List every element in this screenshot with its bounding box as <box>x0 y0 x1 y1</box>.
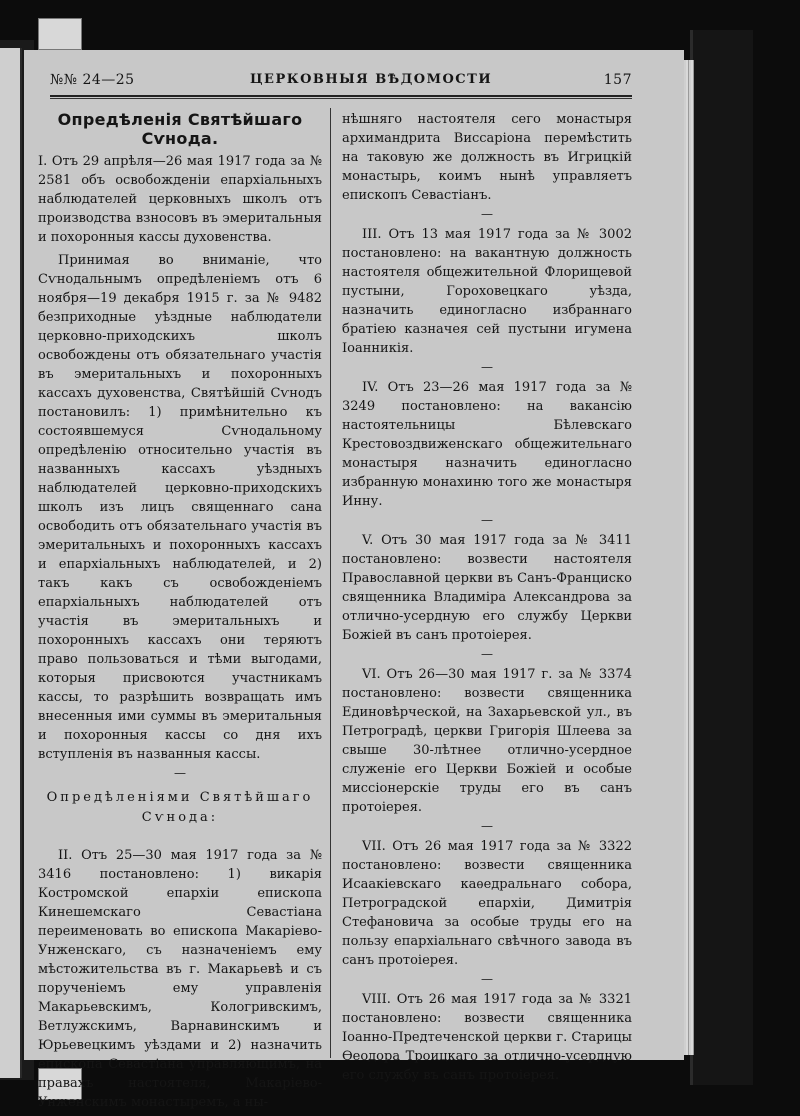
right-column <box>342 110 632 1089</box>
book-cover-right <box>690 30 753 1085</box>
page-number: 157 <box>603 72 632 88</box>
decree-2-continued: нѣшняго настоятеля сего монастыря архимандрита Виссаріона перемѣстить на таковую же должность въ Игрицкій монастырь, коимъ нынѣ управляетъ епископъ Севастіанъ. <box>342 112 632 203</box>
separator-dash: — <box>481 360 493 374</box>
decree-1-title: I. Отъ 29 апрѣля—26 мая 1917 года за № 2581 объ освобожденіи епархіальныхъ наблюдателей церковныхъ школъ отъ производства взносовъ въ эмеритальныя и похоронныя кассы духовенства. <box>38 154 322 245</box>
separator-dash: — <box>481 207 493 221</box>
left-column <box>38 110 322 1116</box>
decree-5: V. Отъ 30 мая 1917 года за № 3411 постановлено: возвести настоятеля Православной церкви въ Санъ-Франциско священника Владиміра Александрова за отлично-усердную его службу Церкви Божіей въ санъ протоіерея. <box>342 533 632 643</box>
scan-clip-top <box>38 18 82 50</box>
separator-dash: — <box>481 972 493 986</box>
column-divider <box>330 108 331 1058</box>
decree-3: III. Отъ 13 мая 1917 года за № 3002 постановлено: на вакантную должность настоятеля общежительной Флорищевой пустыни, Гороховецкаго уѣзда, назначить единогласно избраннаго братіею казначея сей пустыни игумена Іоанникія. <box>342 227 632 356</box>
running-header <box>50 70 632 98</box>
decree-6: VI. Отъ 26—30 мая 1917 г. за № 3374 постановлено: возвести священника Единовѣрческой, на Захарьевской ул., въ Петроградѣ, церкви Григорія Шлеева за свыше 30-лѣтнее отлично-усердное служеніе его Церкви Божіей и особые миссіонерскіе труды его въ санъ протоіерея. <box>342 667 632 815</box>
previous-page-edge <box>0 48 22 1078</box>
subsection-heading: Опредѣленіями Святѣйшаго Сѵнода: <box>46 790 314 825</box>
separator-dash: — <box>481 819 493 833</box>
section-heading: Опредѣленія Святѣйшаго Сѵнода. <box>57 110 303 148</box>
decree-1-body: Принимая во вниманіе, что Сѵнодальнымъ опредѣленіемъ отъ 6 ноября—19 декабря 1915 г. за № 9482 безприходные уѣздные наблюдатели церковно-приходскихъ школъ освобождены отъ обязательнаго участія въ эмеритальныхъ и похоронныхъ кассахъ духовенства, Святѣйшій Сѵнодъ постановилъ: 1) примѣнительно къ состоявшемуся Сѵнодальному опредѣленію относительно участія въ названныхъ кассахъ уѣздныхъ наблюдателей церковно-приходскихъ школъ изъ лицъ священнаго сана освободить отъ обязательнаго участія въ эмеритальныхъ и похоронныхъ кассахъ и епархіальныхъ наблюдателей, и 2) такъ какъ съ освобожденіемъ епархіальныхъ наблюдателей отъ участія въ эмеритальныхъ и похоронныхъ кассахъ они теряютъ право пользоваться и тѣми выгодами, которыя присвоются участникамъ кассы, то разрѣшить возвращать имъ внесенныя ими суммы въ эмеритальныя и похоронныя кассы со дня ихъ вступленія въ названныя кассы. <box>38 253 322 762</box>
decree-4: IV. Отъ 23—26 мая 1917 года за № 3249 постановлено: на вакансію настоятельницы Бѣлевскаго Крестовоздвиженскаго общежительнаго монастыря назначить единогласно избранную монахиню того же монастыря Инну. <box>342 380 632 509</box>
separator-dash: — <box>174 766 186 780</box>
separator-dash: — <box>481 647 493 661</box>
issue-number: №№ 24—25 <box>50 72 135 88</box>
decree-7: VII. Отъ 26 мая 1917 года за № 3322 постановлено: возвести священника Исаакіевскаго каѳедральнаго собора, Петроградской епархіи, Димитрія Стефановича за особые труды его на пользу епархіальнаго свѣчного завода въ санъ протоіерея. <box>342 839 632 968</box>
header-rule-thin <box>50 98 632 99</box>
decree-2: II. Отъ 25—30 мая 1917 года за № 3416 постановлено: 1) викарія Костромской епархіи епископа Кинешемскаго Севастіана переименовать во епископа Макаріево-Унженскаго, съ назначеніемъ ему мѣстожительства въ г. Макарьевѣ и съ порученіемъ ему управленія Макарьевскимъ, Кологривскимъ, Ветлужскимъ, Варнавинскимъ и Юрьевецкимъ уѣздами и 2) назначить епископа Севастіана управляющимъ, на правахъ настоятеля, Макаріево-Унженскимъ монастыремъ, а ны- <box>38 848 322 1110</box>
document-page <box>24 50 684 1110</box>
journal-title: ЦЕРКОВНЫЯ ВѢДОМОСТИ <box>250 72 493 87</box>
decree-8: VIII. Отъ 26 мая 1917 года за № 3321 постановлено: возвести священника Іоанно-Предтеченской церкви г. Старицы Ѳеодора Троицкаго за отлично-усердную его службу въ санъ протоіерея. <box>342 992 632 1083</box>
header-rule <box>50 95 632 97</box>
separator-dash: — <box>481 513 493 527</box>
